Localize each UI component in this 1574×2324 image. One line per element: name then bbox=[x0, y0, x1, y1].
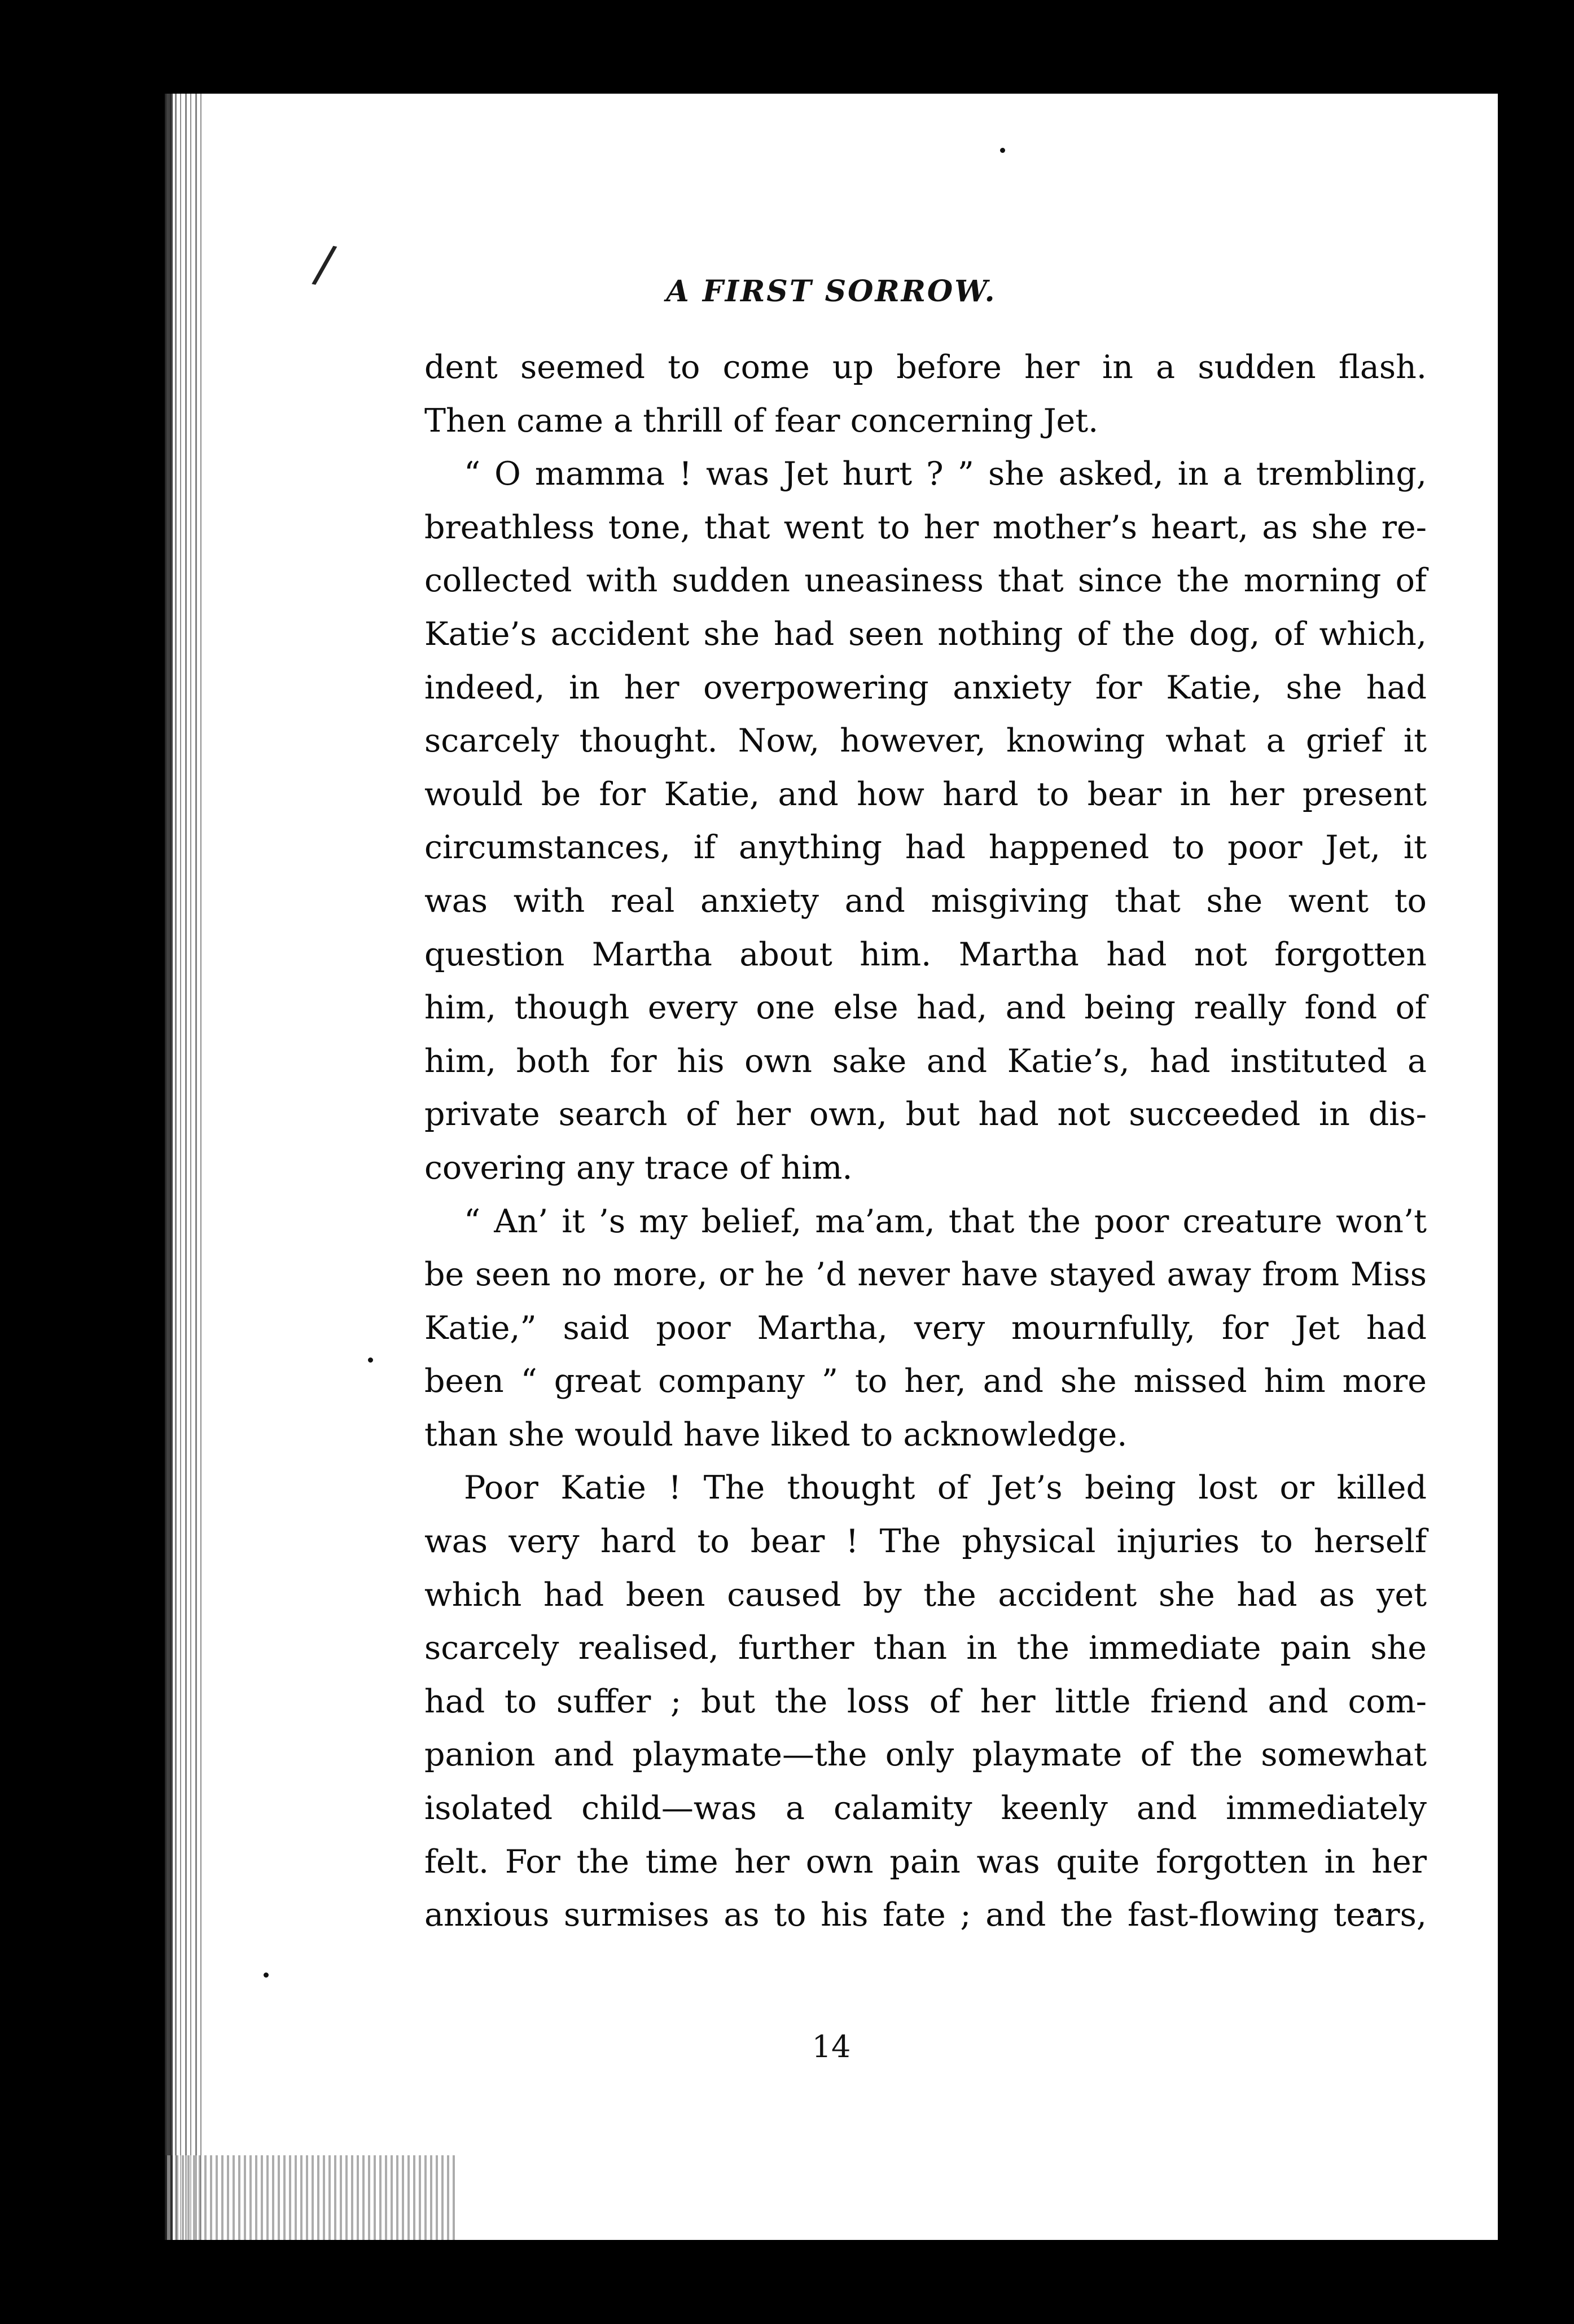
text-line: collected with sudden uneasiness that since the morning of bbox=[424, 562, 1427, 600]
text-line: Katie’s accident she had seen nothing of the dog, of which, bbox=[424, 615, 1427, 653]
text-line: indeed, in her overpowering anxiety for Katie, she had bbox=[424, 669, 1427, 706]
text-line: scarcely thought. Now, however, knowing what a grief it bbox=[424, 722, 1427, 760]
text-line: been “ great company ” to her, and she missed him more bbox=[424, 1363, 1427, 1400]
text-line: breathless tone, that went to her mother’s heart, as she re- bbox=[424, 508, 1427, 546]
scan-shadow bbox=[165, 2155, 458, 2240]
text-line: question Martha about him. Martha had not forgotten bbox=[424, 935, 1427, 973]
text-line: covering any trace of him. bbox=[424, 1149, 853, 1187]
text-line: private search of her own, but had not succeeded in dis- bbox=[424, 1096, 1427, 1134]
text-line: circumstances, if anything had happened to poor Jet, it bbox=[424, 829, 1427, 867]
text-line: isolated child—was a calamity keenly and immediately bbox=[424, 1790, 1427, 1827]
running-head: A FIRST SORROW. bbox=[666, 274, 997, 309]
page-number: 14 bbox=[812, 2029, 851, 2064]
text-line: him, both for his own sake and Katie’s, had instituted a bbox=[424, 1042, 1427, 1080]
text-line: “ O mamma ! was Jet hurt ? ” she asked, in a trembling, bbox=[464, 455, 1427, 493]
text-line: was with real anxiety and misgiving that she went to bbox=[424, 882, 1427, 920]
text-line: had to suffer ; but the loss of her little friend and com- bbox=[424, 1682, 1427, 1720]
text-line: felt. For the time her own pain was quite forgotten in her bbox=[424, 1843, 1427, 1881]
text-line: “ An’ it ’s my belief, ma’am, that the poor creature won’t bbox=[464, 1202, 1427, 1240]
text-line: Then came a thrill of fear concerning Jet. bbox=[424, 402, 1099, 440]
text-line: him, though every one else had, and being really fond of bbox=[424, 989, 1427, 1027]
stray-pen-mark: / bbox=[310, 233, 339, 296]
text-line: Katie,” said poor Martha, very mournfully, for Jet had bbox=[424, 1309, 1427, 1347]
text-line: would be for Katie, and how hard to bear in her present bbox=[424, 775, 1427, 813]
text-line: Poor Katie ! The thought of Jet’s being lost or killed bbox=[464, 1469, 1427, 1507]
body-text bbox=[424, 341, 1427, 1942]
text-line: scarcely realised, further than in the immediate pain she bbox=[424, 1629, 1427, 1667]
book-page bbox=[165, 94, 1498, 2240]
text-line: was very hard to bear ! The physical injuries to herself bbox=[424, 1523, 1427, 1561]
text-line: anxious surmises as to his fate ; and the fast-flowing tears, bbox=[424, 1896, 1427, 1934]
binding-edge bbox=[165, 94, 173, 2240]
text-line: than she would have liked to acknowledge. bbox=[424, 1416, 1128, 1453]
text-line: which had been caused by the accident she had as yet bbox=[424, 1576, 1427, 1614]
scan-speck bbox=[264, 1972, 269, 1978]
text-line: dent seemed to come up before her in a sudden flash. bbox=[424, 349, 1427, 386]
text-line: be seen no more, or he ’d never have stayed away from Miss bbox=[424, 1256, 1427, 1294]
scan-speck bbox=[368, 1358, 373, 1363]
text-line: panion and playmate—the only playmate of the somewhat bbox=[424, 1736, 1427, 1774]
scan-speck bbox=[1000, 148, 1005, 153]
